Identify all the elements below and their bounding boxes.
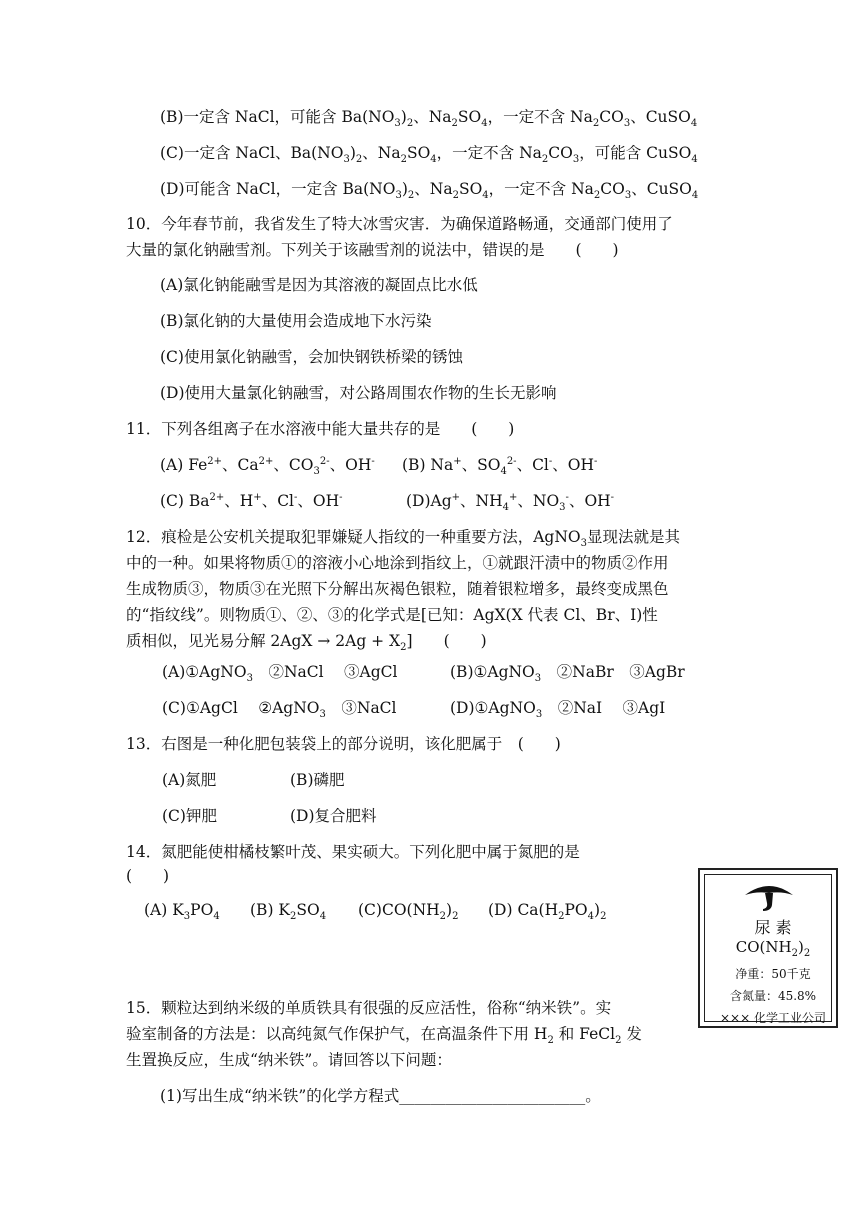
q14-option-b: (B) $K_2SO_4$ <box>250 901 327 923</box>
q10-option-a: (A)氯化钠能融雪是因为其溶液的凝固点比水低 <box>160 276 478 294</box>
q15-stem-line1: 15．颗粒达到纳米级的单质铁具有很强的反应活性，俗称“纳米铁”。实 <box>126 999 612 1017</box>
q11-stem: 11．下列各组离子在水溶液中能大量共存的是 ( ) <box>126 420 515 438</box>
q15-subquestion-1: (1)写出生成“纳米铁”的化学方程式________________________。 <box>160 1087 601 1105</box>
q10-stem-line1: 10．今年春节前，我省发生了特大冰雪灾害．为确保道路畅通，交通部门使用了 <box>126 215 673 233</box>
q14-option-a: (A) $K_3PO_4$ <box>144 901 220 923</box>
q14-paren: ( ) <box>126 867 170 885</box>
fertilizer-label-figure <box>698 868 838 1028</box>
label-formula: $CO(NH_2)_2$ <box>735 938 811 959</box>
q11-option-a: (A) $Fe^{2+}$、$Ca^{2+}$、$CO_3^{2-}$、OH- <box>160 455 375 478</box>
q13-option-d: (D)复合肥料 <box>290 807 377 825</box>
q15-stem-line2: 验室制备的方法是：以高纯氮气作保护气，在高温条件下用 $H_2$ 和 FeCl$_2$ 发 <box>126 1025 642 1047</box>
q12-option-d: (D)①AgNO$_3$ ②NaI ③AgI <box>450 699 666 721</box>
q9-option-d: (D)可能含 NaCl，一定含 $Ba(NO_3)_2$、$Na_2SO_4$，一定不含 $Na_2CO_3$、CuSO$_4$ <box>160 180 699 202</box>
q10-option-d: (D)使用大量氯化钠融雪，对公路周围农作物的生长无影响 <box>160 384 557 402</box>
q13-stem: 13．右图是一种化肥包装袋上的部分说明，该化肥属于 ( ) <box>126 735 561 753</box>
q12-stem-line1: 12．痕检是公安机关提取犯罪嫌疑人指纹的一种重要方法，AgNO$_3$显现法就是其 <box>126 528 681 550</box>
q13-option-a: (A)氮肥 <box>162 771 217 789</box>
q9-option-b: (B)一定含 NaCl，可能含 $Ba(NO_3)_2$、$Na_2SO_4$，一定不含 $Na_2CO_3$、CuSO$_4$ <box>160 108 698 130</box>
q14-option-d: (D) $Ca(H_2PO_4)_2$ <box>488 901 607 923</box>
q12-option-a: (A)①AgNO$_3$ ②NaCl ③AgCl <box>162 663 398 685</box>
q12-stem-line3: 生成物质③，物质③在光照下分解出灰褐色银粒，随着银粒增多，最终变成黑色 <box>126 580 669 598</box>
q14-option-c: $(C)CO(NH_2)_2$ <box>358 901 459 923</box>
q10-option-c: (C)使用氯化钠融雪，会加快钢铁桥梁的锈蚀 <box>160 348 463 366</box>
q11-option-b: (B) Na+、$SO_4^{2-}$、Cl-、OH- <box>402 455 598 478</box>
label-nitrogen-content: 含氮量：45.8% <box>729 989 817 1003</box>
q12-stem-line2: 中的一种。如果将物质①的溶液小心地涂到指纹上，①就跟汗渍中的物质②作用 <box>126 554 669 572</box>
label-net-weight: 净重：50千克 <box>735 967 811 981</box>
q15-stem-line3: 生置换反应，生成“纳米铁”。请回答以下问题： <box>126 1051 452 1069</box>
q11-option-d: (D)Ag+、$NH_4^+$、$NO_3^-$、OH- <box>406 491 615 514</box>
q12-stem-line4: 的“指纹线”。则物质①、②、③的化学式是[已知：AgX(X 代表 Cl、Br、I)性 <box>126 606 658 624</box>
label-product-name: 尿 素 <box>754 918 792 937</box>
q14-stem: 14．氮肥能使柑橘枝繁叶茂、果实硕大。下列化肥中属于氮肥的是 <box>126 843 580 861</box>
q10-option-b: (B)氯化钠的大量使用会造成地下水污染 <box>160 312 432 330</box>
q12-option-c: (C)①AgCl ②AgNO$_3$ ③NaCl <box>162 699 397 721</box>
label-company: ××× 化学工业公司 <box>720 1011 826 1025</box>
q13-option-c: (C)钾肥 <box>162 807 217 825</box>
mushroom-logo-icon <box>741 879 797 913</box>
q12-stem-line5: 质相似，见光易分解 $2AgX \to 2Ag + X_2$] ( ) <box>126 632 487 654</box>
q12-option-b: (B)①AgNO$_3$ ②NaBr ③AgBr <box>450 663 685 685</box>
q9-option-c: (C)一定含 NaCl、$Ba(NO_3)_2$、$Na_2SO_4$，一定不含 $Na_2CO_3$，可能含 CuSO$_4$ <box>160 144 698 166</box>
q11-option-c: (C) $Ba^{2+}$、H+、Cl-、OH- <box>160 491 343 510</box>
q10-stem-line2: 大量的氯化钠融雪剂。下列关于该融雪剂的说法中，错误的是 ( ) <box>126 241 619 259</box>
q13-option-b: (B)磷肥 <box>290 771 345 789</box>
